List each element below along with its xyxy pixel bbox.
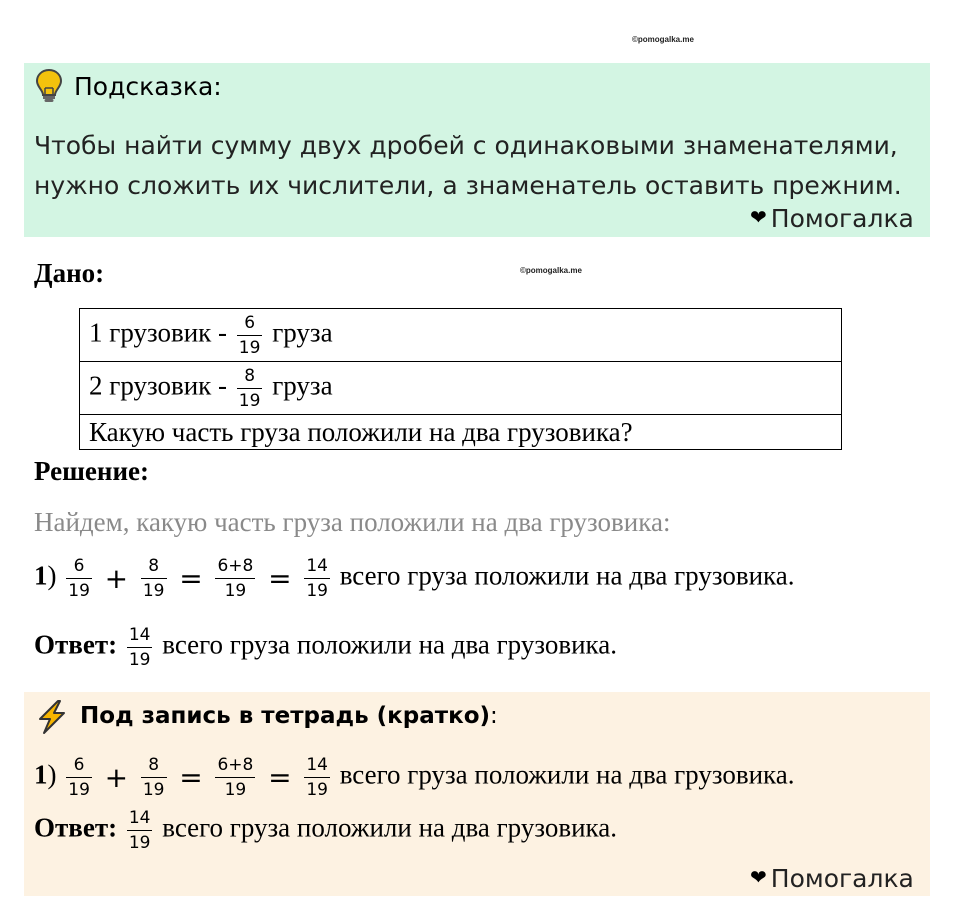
plus-sign: + [104, 761, 129, 794]
equals-sign: = [268, 562, 292, 595]
answer-text: всего груза положили на два грузовика. [162, 812, 617, 843]
solution-heading: Решение: [34, 456, 149, 486]
plus-sign: + [104, 562, 129, 595]
given-prefix: 2 грузовик - [89, 370, 228, 401]
given-row [80, 309, 842, 362]
brand-label: Помогалка [770, 204, 914, 233]
equals-sign: = [179, 761, 203, 794]
lightbulb-icon [34, 68, 64, 104]
answer-label: Ответ: [34, 629, 118, 660]
solution-intro: Найдем, какую часть груза положили на два грузовика: [34, 507, 671, 537]
brand-label: Помогалка [770, 864, 914, 893]
given-prefix: 1 грузовик - [89, 317, 228, 348]
hint-brand [750, 204, 914, 233]
given-table [79, 308, 842, 450]
fraction: $\frac{8}{19}$ [142, 755, 165, 800]
lightning-icon [34, 699, 70, 735]
heart-icon: ❤ [750, 867, 767, 889]
given-suffix: груза [272, 370, 333, 401]
given-row [80, 362, 842, 415]
fraction: $\frac{14}{19}$ [306, 556, 328, 601]
step-text: всего груза положили на два грузовика. [339, 759, 795, 790]
answer-text: всего груза положили на два грузовика. [162, 629, 617, 660]
step-number: 1 [34, 759, 48, 790]
short-brand [750, 864, 914, 893]
step-paren: ) [47, 759, 57, 790]
equals-sign: = [179, 562, 203, 595]
fraction: $\frac{6}{19}$ [68, 556, 90, 601]
fraction: $\frac{14}{19}$ [306, 755, 328, 800]
answer-line [34, 625, 617, 670]
fraction: $\frac{6+8}{19}$ [217, 556, 254, 601]
fraction: $\frac{14}{19}$ [128, 808, 151, 853]
answer-label: Ответ: [34, 812, 118, 843]
heart-icon: ❤ [750, 207, 767, 229]
hint-text: Чтобы найти сумму двух дробей с одинаковыми знаменателями, нужно сложить их числители, а знаменатель оставить прежним. [34, 131, 902, 200]
fraction: $\frac{8}{19}$ [142, 556, 165, 601]
step-number: 1 [34, 560, 48, 591]
step-paren: ) [47, 560, 57, 591]
given-heading: Дано: [34, 258, 105, 288]
fraction: $\frac{8}{19}$ [238, 365, 261, 411]
step-text: всего груза положили на два грузовика. [339, 560, 795, 591]
short-step [34, 755, 794, 800]
fraction: $\frac{6+8}{19}$ [217, 755, 254, 800]
short-answer-line [34, 808, 617, 853]
watermark-top: ©pomogalka.me [632, 35, 694, 44]
fraction: $\frac{14}{19}$ [128, 625, 151, 670]
given-question: Какую часть груза положили на два грузовика? [80, 415, 842, 450]
watermark-middle: ©pomogalka.me [520, 266, 582, 275]
fraction: $\frac{6}{19}$ [238, 312, 261, 358]
fraction: $\frac{6}{19}$ [68, 755, 90, 800]
solution-step [34, 556, 794, 601]
given-question-row [80, 415, 842, 450]
given-suffix: груза [272, 317, 333, 348]
short-title: Под запись в тетрадь (кратко): [80, 703, 498, 729]
equals-sign: = [268, 761, 292, 794]
hint-title: Подсказка: [74, 72, 222, 101]
